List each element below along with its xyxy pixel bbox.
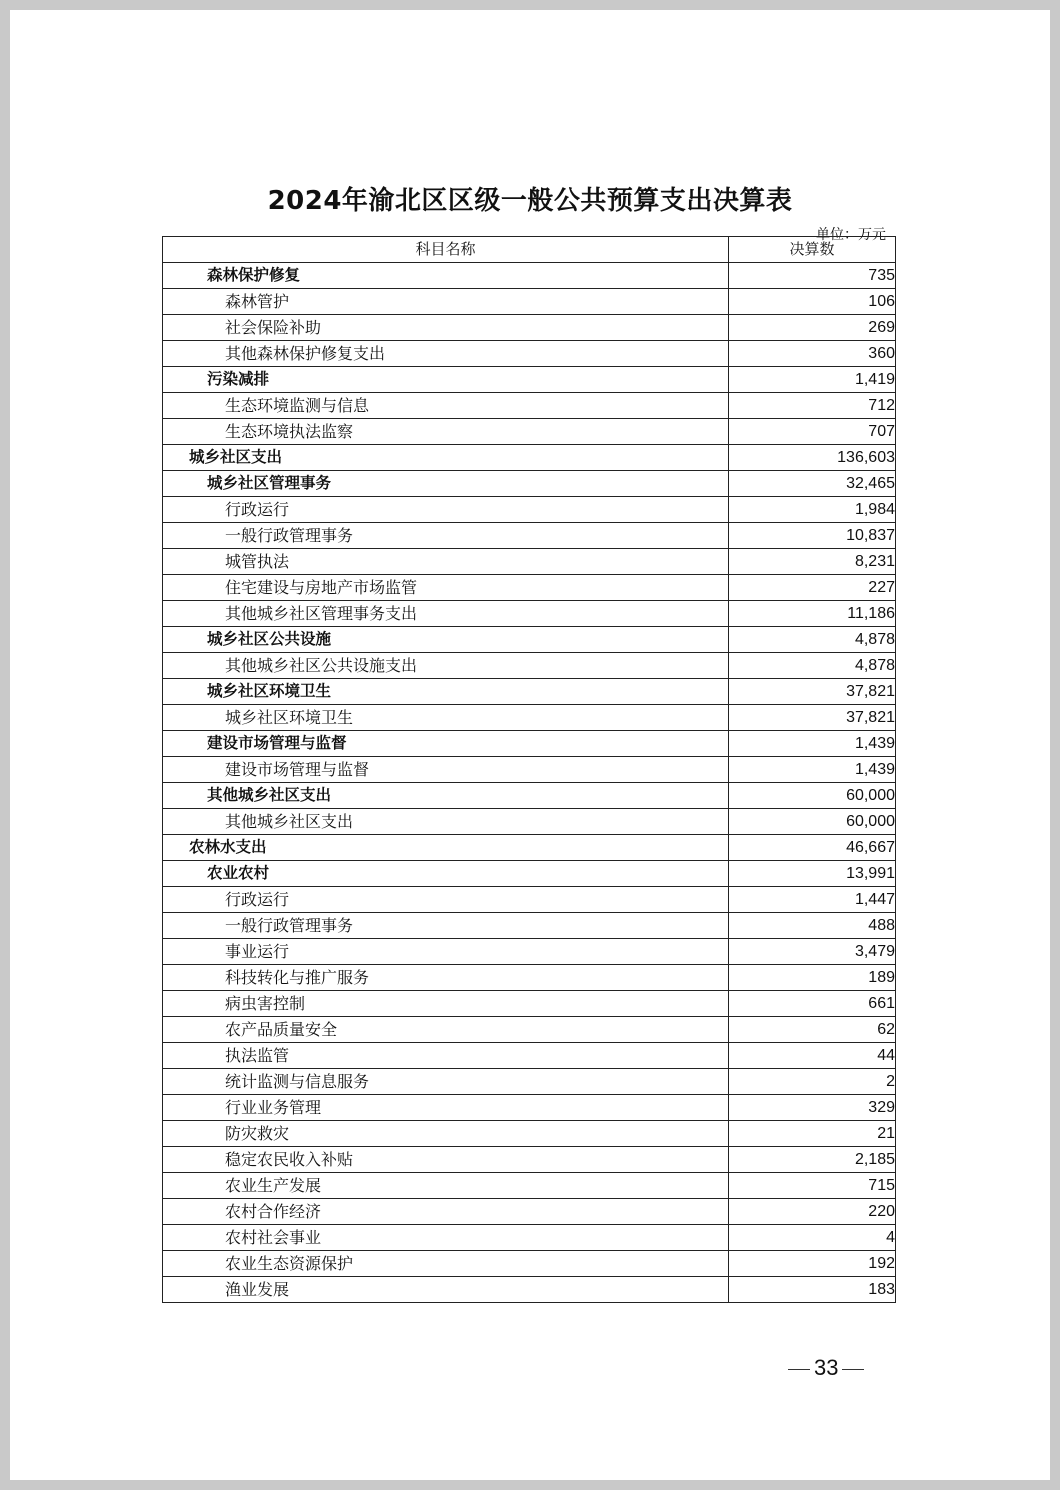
table-row [163, 1173, 896, 1199]
table-row [163, 341, 896, 367]
subject-name-cell: 社会保险补助 [163, 315, 729, 341]
subject-name-cell: 其他城乡社区公共设施支出 [163, 653, 729, 679]
table-row [163, 653, 896, 679]
amount-cell: 183 [729, 1277, 896, 1303]
table-row [163, 887, 896, 913]
table-row [163, 1199, 896, 1225]
subject-name-cell: 农村社会事业 [163, 1225, 729, 1251]
table-row [163, 757, 896, 783]
amount-cell: 1,439 [729, 731, 896, 757]
amount-cell: 661 [729, 991, 896, 1017]
subject-name-cell: 城乡社区环境卫生 [163, 679, 729, 705]
subject-name-cell: 住宅建设与房地产市场监管 [163, 575, 729, 601]
table-row [163, 315, 896, 341]
table-row [163, 1095, 896, 1121]
table-row [163, 809, 896, 835]
amount-cell: 735 [729, 263, 896, 289]
table-row [163, 1043, 896, 1069]
table-row [163, 1147, 896, 1173]
subject-name-cell: 其他城乡社区支出 [163, 809, 729, 835]
header-amount: 决算数 [729, 237, 896, 263]
header-subject-name: 科目名称 [163, 237, 729, 263]
amount-cell: 1,447 [729, 887, 896, 913]
amount-cell: 715 [729, 1173, 896, 1199]
subject-name-cell: 其他森林保护修复支出 [163, 341, 729, 367]
amount-cell: 4,878 [729, 627, 896, 653]
page-title: 2024年渝北区区级一般公共预算支出决算表 [267, 186, 793, 216]
table-row [163, 783, 896, 809]
amount-cell: 360 [729, 341, 896, 367]
amount-cell: 46,667 [729, 835, 896, 861]
subject-name-cell: 行业业务管理 [163, 1095, 729, 1121]
amount-cell: 21 [729, 1121, 896, 1147]
amount-cell: 11,186 [729, 601, 896, 627]
table-row [163, 627, 896, 653]
table-row [163, 471, 896, 497]
unit-label: 单位：万元 [816, 227, 886, 243]
table-row [163, 263, 896, 289]
subject-name-cell: 污染减排 [163, 367, 729, 393]
subject-name-cell: 行政运行 [163, 887, 729, 913]
table-row [163, 835, 896, 861]
subject-name-cell: 农业生态资源保护 [163, 1251, 729, 1277]
amount-cell: 44 [729, 1043, 896, 1069]
table-row [163, 1069, 896, 1095]
amount-cell: 13,991 [729, 861, 896, 887]
subject-name-cell: 城乡社区管理事务 [163, 471, 729, 497]
budget-table [162, 236, 896, 1303]
page-number-dash-left [788, 1369, 810, 1370]
table-header-row [163, 237, 896, 263]
amount-cell: 220 [729, 1199, 896, 1225]
table-row [163, 549, 896, 575]
subject-name-cell: 科技转化与推广服务 [163, 965, 729, 991]
subject-name-cell: 森林保护修复 [163, 263, 729, 289]
subject-name-cell: 执法监管 [163, 1043, 729, 1069]
subject-name-cell: 一般行政管理事务 [163, 913, 729, 939]
table-row [163, 367, 896, 393]
subject-name-cell: 其他城乡社区支出 [163, 783, 729, 809]
amount-cell: 10,837 [729, 523, 896, 549]
amount-cell: 189 [729, 965, 896, 991]
subject-name-cell: 农林水支出 [163, 835, 729, 861]
table-row [163, 861, 896, 887]
amount-cell: 488 [729, 913, 896, 939]
subject-name-cell: 事业运行 [163, 939, 729, 965]
amount-cell: 192 [729, 1251, 896, 1277]
subject-name-cell: 行政运行 [163, 497, 729, 523]
amount-cell: 62 [729, 1017, 896, 1043]
table-row [163, 575, 896, 601]
amount-cell: 329 [729, 1095, 896, 1121]
table-row [163, 1225, 896, 1251]
subject-name-cell: 统计监测与信息服务 [163, 1069, 729, 1095]
table-row [163, 1121, 896, 1147]
subject-name-cell: 森林管护 [163, 289, 729, 315]
document-page [10, 10, 1050, 1480]
page-number-value: 33 [814, 1355, 839, 1380]
amount-cell: 3,479 [729, 939, 896, 965]
amount-cell: 269 [729, 315, 896, 341]
table-row [163, 445, 896, 471]
subject-name-cell: 生态环境监测与信息 [163, 393, 729, 419]
table-row [163, 705, 896, 731]
table-row [163, 679, 896, 705]
subject-name-cell: 病虫害控制 [163, 991, 729, 1017]
table-row [163, 991, 896, 1017]
table-row [163, 939, 896, 965]
subject-name-cell: 农业生产发展 [163, 1173, 729, 1199]
page-number [784, 1355, 868, 1381]
page-number-dash-right [842, 1369, 864, 1370]
table-row [163, 601, 896, 627]
subject-name-cell: 农产品质量安全 [163, 1017, 729, 1043]
subject-name-cell: 建设市场管理与监督 [163, 731, 729, 757]
table-row [163, 289, 896, 315]
table-row [163, 913, 896, 939]
subject-name-cell: 城乡社区公共设施 [163, 627, 729, 653]
amount-cell: 8,231 [729, 549, 896, 575]
table-row [163, 731, 896, 757]
amount-cell: 4,878 [729, 653, 896, 679]
amount-cell: 1,439 [729, 757, 896, 783]
table-row [163, 1251, 896, 1277]
amount-cell: 2 [729, 1069, 896, 1095]
amount-cell: 37,821 [729, 705, 896, 731]
amount-cell: 60,000 [729, 809, 896, 835]
table-body [163, 263, 896, 1303]
table-row [163, 523, 896, 549]
subject-name-cell: 其他城乡社区管理事务支出 [163, 601, 729, 627]
amount-cell: 4 [729, 1225, 896, 1251]
subject-name-cell: 农村合作经济 [163, 1199, 729, 1225]
table-row [163, 1277, 896, 1303]
subject-name-cell: 城管执法 [163, 549, 729, 575]
amount-cell: 1,984 [729, 497, 896, 523]
amount-cell: 707 [729, 419, 896, 445]
amount-cell: 2,185 [729, 1147, 896, 1173]
subject-name-cell: 渔业发展 [163, 1277, 729, 1303]
amount-cell: 227 [729, 575, 896, 601]
subject-name-cell: 生态环境执法监察 [163, 419, 729, 445]
table-row [163, 965, 896, 991]
amount-cell: 60,000 [729, 783, 896, 809]
subject-name-cell: 农业农村 [163, 861, 729, 887]
table-row [163, 419, 896, 445]
table-row [163, 497, 896, 523]
subject-name-cell: 一般行政管理事务 [163, 523, 729, 549]
table-row [163, 1017, 896, 1043]
subject-name-cell: 城乡社区支出 [163, 445, 729, 471]
amount-cell: 712 [729, 393, 896, 419]
subject-name-cell: 建设市场管理与监督 [163, 757, 729, 783]
subject-name-cell: 稳定农民收入补贴 [163, 1147, 729, 1173]
amount-cell: 106 [729, 289, 896, 315]
amount-cell: 1,419 [729, 367, 896, 393]
amount-cell: 37,821 [729, 679, 896, 705]
amount-cell: 32,465 [729, 471, 896, 497]
table-row [163, 393, 896, 419]
amount-cell: 136,603 [729, 445, 896, 471]
subject-name-cell: 城乡社区环境卫生 [163, 705, 729, 731]
subject-name-cell: 防灾救灾 [163, 1121, 729, 1147]
